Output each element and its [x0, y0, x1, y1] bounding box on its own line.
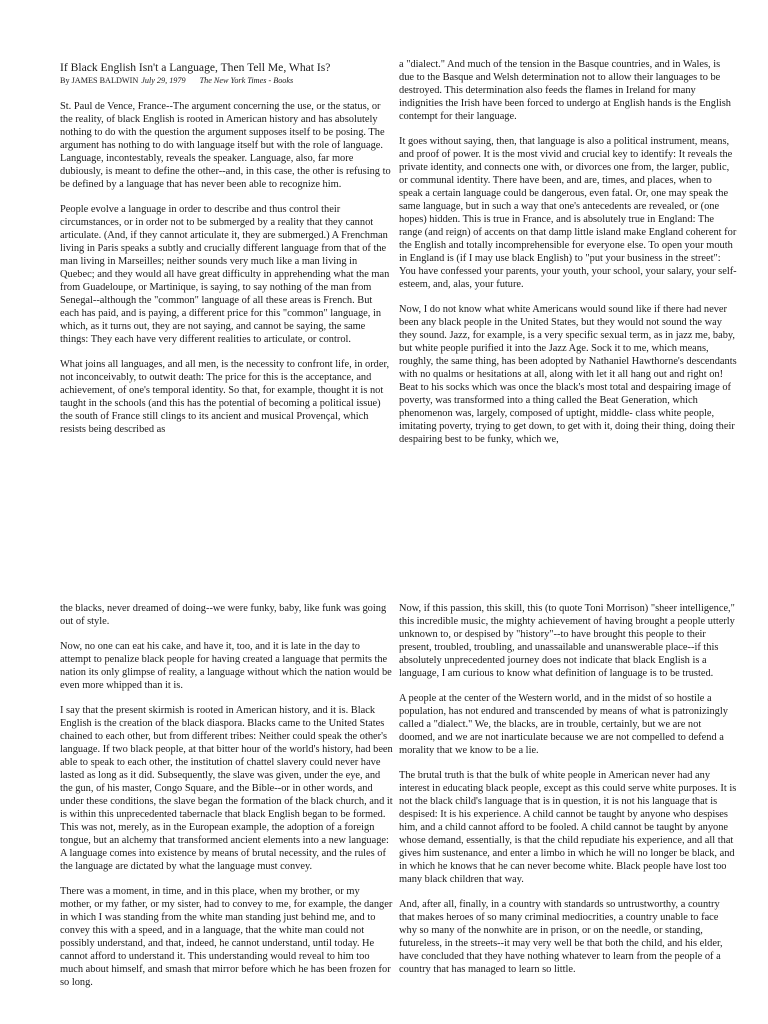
byline	[60, 76, 293, 86]
paragraph: St. Paul de Vence, France--The argument concerning the use, or the status, or the reality, of black English is rooted in American history and has absolutely nothing to do with the question the argument supposes itself to be posing. The argument has nothing to do with language itself but with the role of language. Language, incontestably, reveals the speaker. Language, also, far more dubiously, is meant to define the other--and, in this case, the other is refusing to be defined by a language that has never been able to recognize him.	[60, 101, 391, 190]
paragraph: People evolve a language in order to describe and thus control their circumstances, or in order not to be submerged by a reality that they cannot articulate. (And, if they cannot articulate it, they are submerged.) A Frenchman living in Paris speaks a subtly and crucially different language from that of the man living in Marseilles; neither sounds very much like a man living in Quebec; and they would all have great difficulty in apprehending what the man from Guadeloupe, or Martinique, is saying, to say nothing of the man from Senegal--although the "common" language of all these areas is French. But each has paid, and is paying, a different price for this "common" language, in which, as it turns out, they are not saying, and cannot be saying, the same things: They each have very different realities to articulate, or control.	[60, 204, 390, 345]
author: By JAMES BALDWIN	[60, 76, 139, 85]
paragraph: Now, I do not know what white Americans would sound like if there had never been any black people in the United States, but they would not sound the way they sound. Jazz, for example, is a very specific sexual term, as in jazz me, baby, but white people purified it into the Jazz Age. Sock it to me, which means, roughly, the same thing, has been adopted by Nathaniel Hawthorne's descendants with no qualms or hesitations at all, along with let it all hang out and right on! Beat to his socks which was once the black's most total and despairing image of poverty, was transformed into a thing called the Beat Generation, which phenomenon was, largely, composed of uptight, middle- class white people, imitating poverty, trying to get down, to get with it, doing their thing, doing their despairing best to be funky, which we,	[399, 304, 737, 445]
paragraph: Now, if this passion, this skill, this (to quote Toni Morrison) "sheer intelligence," this incredible music, the mighty achievement of having brought a people utterly unknown to, or despised by "history"--to have brought this people to their present, troubled, troubling, and unassailable and unanswerable place--if this absolutely unprecedented journey does not indicate that black English is a language, I am curious to know what definition of language is to be trusted.	[399, 603, 735, 679]
paragraph: The brutal truth is that the bulk of white people in American never had any interest in educating black people, except as this could serve white purposes. It is not the black child's language that is in question, it is not his language that is despised: It is his experience. A child cannot be taught by anyone who despises him, and a child cannot afford to be fooled. A child cannot be taught by anyone whose demand, essentially, is that the child repudiate his experience, and all that gives him sustenance, and enter a limbo in which he will no longer be black, and in which he knows that he can never become white. Black people have lost too many black children that way.	[399, 770, 737, 885]
column-4	[399, 602, 737, 988]
article-title: If Black English Isn't a Language, Then Tell Me, What Is?	[60, 61, 331, 74]
paragraph: a "dialect." And much of the tension in the Basque countries, and in Wales, is due to the Basque and Welsh determination not to allow their languages to be destroyed. This determination also feeds the flames in Ireland for many indignities the Irish have been forced to undergo at English hands is the English contempt for their language.	[399, 59, 731, 122]
paragraph: A people at the center of the Western world, and in the midst of so hostile a population, has not endured and transcended by means of what is patronizingly called a "dialect." We, the blacks, are in trouble, certainly, but we are not doomed, and we are not inarticulate because we are not compelled to defend a morality that we know to be a lie.	[399, 693, 728, 756]
paragraph: What joins all languages, and all men, is the necessity to confront life, in order, not inconceivably, to outwit death: The price for this is the acceptance, and achievement, of one's temporal identity. So that, for example, thought it is not taught in the schools (and this has the potential of becoming a political issue) the south of France still clings to its ancient and musical Provençal, which resists being described as	[60, 359, 390, 435]
paragraph: I say that the present skirmish is rooted in American history, and it is. Black English is the creation of the black diaspora. Blacks came to the United States chained to each other, but from different tribes: Neither could speak the other's language. If two black people, at that bitter hour of the world's history, had been able to speak to each other, the institution of chattel slavery could never have lasted as long as it did. Subsequently, the slave was given, under the eye, and the gun, of his master, Congo Square, and the Bible--or in other words, and under these conditions, the slave began the formation of the black church, and it is within this unprecedented tabernacle that black English began to be formed. This was not, merely, as in the European example, the adoption of a foreign tongue, but an alchemy that transformed ancient elements into a new language: A language comes into existence by means of brutal necessity, and the rules of the language are dictated by what the language must convey.	[60, 705, 393, 872]
paragraph: It goes without saying, then, that language is also a political instrument, means, and proof of power. It is the most vivid and crucial key to identify: It reveals the private identity, and connects one with, or divorces one from, the larger, public, or communal identity. There have been, and are, times, and places, when to speak a certain language could be dangerous, even fatal. Or, one may speak the same language, but in such a way that one's antecedents are revealed, or (one hopes) hidden. This is true in France, and is absolutely true in England: The range (and reign) of accents on that damp little island make England coherent for the English and totally incomprehensible for everyone else. To open your mouth in England is (if I may use black English) to "put your business in the street": You have confessed your parents, your youth, your school, your salary, your self-esteem, and, alas, your future.	[399, 136, 737, 290]
paragraph: There was a moment, in time, and in this place, when my brother, or my mother, or my father, or my sister, had to convey to me, for example, the danger in which I was standing from the white man standing just behind me, and to convey this with a speed, and in a language, that the white man could not possibly understand, and that, indeed, he cannot understand, until today. He cannot afford to understand it. This understanding would reveal to him too much about himself, and smash that mirror before which he has been frozen for so long.	[60, 886, 393, 988]
paragraph: And, after all, finally, in a country with standards so untrustworthy, a country that makes heroes of so many criminal mediocrities, a country unable to face why so many of the nonwhite are in prison, or on the needle, or standing, futureless, in the streets--it may very well be that both the child, and his elder, have concluded that they have nothing whatever to learn from the people of a country that has managed to learn so little.	[399, 899, 723, 975]
date: July 29, 1979	[141, 76, 186, 85]
column-3	[60, 602, 393, 1001]
column-2	[399, 58, 737, 458]
column-1	[60, 100, 393, 448]
publication: The New York Times - Books	[199, 76, 294, 85]
paragraph: the blacks, never dreamed of doing--we were funky, baby, like funk was going out of style.	[60, 603, 387, 627]
paragraph: Now, no one can eat his cake, and have it, too, and it is late in the day to attempt to penalize black people for having created a language that permits the nation its only glimpse of reality, a language without which the nation would be even more whipped than it is.	[60, 641, 392, 691]
